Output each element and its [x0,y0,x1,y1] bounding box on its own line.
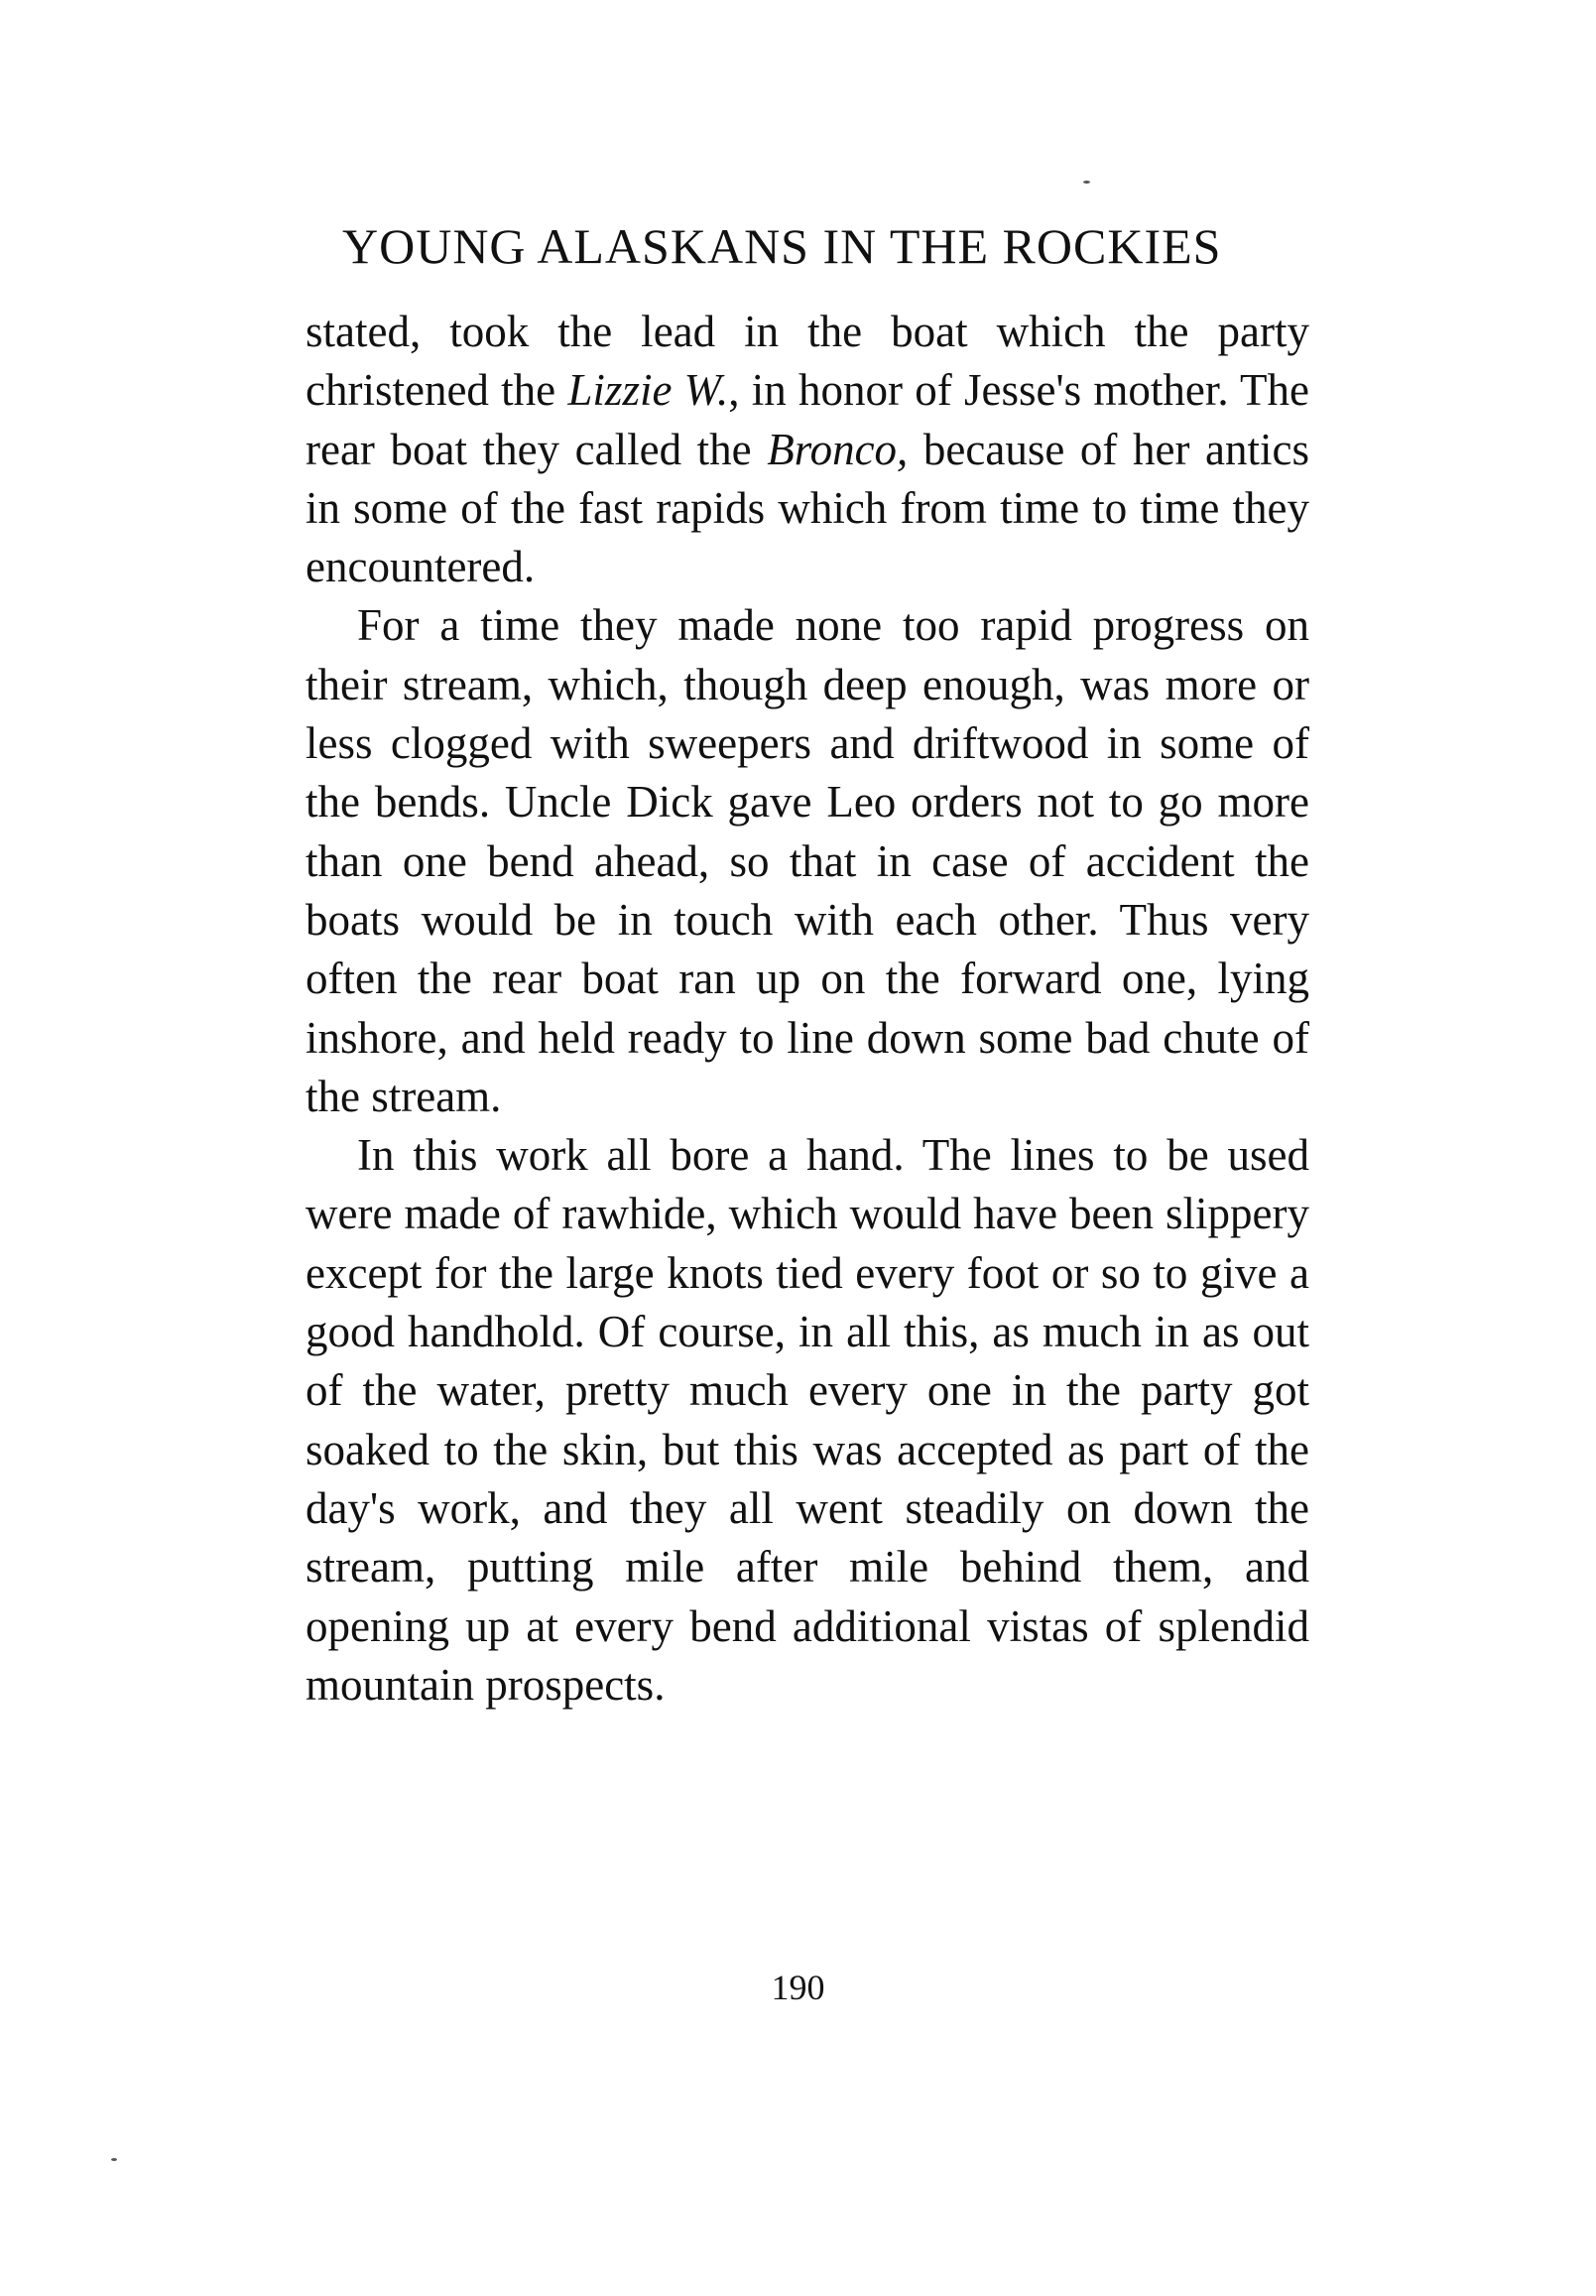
paragraph [306,596,1309,1126]
boat-name-italic: Lizzie W. [567,365,729,416]
text-segment: In this work all bore a hand. The lines to be used were made of rawhide, which would have been slippery except for the large knots tied every foot or so to give a good handhold. Of course, in all this, as much in as out of the water, pretty much every one in the party got soaked to the skin, but this was accepted as part of the day's work, and they all went steadily on down the stream, putting mile after mile behind them, and opening up at every bend additional vistas of splendid mountain prospects. [306,1130,1309,1710]
paragraph [306,1126,1309,1715]
page-number: 190 [771,1968,825,2007]
text-segment: , in honor of Jesse's mother. The rear boat they called the [306,365,1309,474]
ink-speck [111,2158,117,2161]
ink-speck [1083,181,1090,184]
text-segment: For a time they made none too rapid progress on their stream, which, though deep enough, was more or less clogged with sweepers and driftwood in some of the bends. Uncle Dick gave Leo orders not to go more than one bend ahead, so that in case of accident the boats would be in touch with each other. Thus very often the rear boat ran up on the forward one, lying inshore, and held ready to line down some bad chute of the stream. [306,600,1309,1121]
body-text [306,303,1309,1715]
boat-name-italic: Bronco, [767,424,909,474]
text-segment: stated, took the lead in the boat which the party christened the [306,307,1309,416]
running-head: YOUNG ALASKANS IN THE ROCKIES [342,218,1222,274]
text-segment: because of her antics in some of the fast rapids which from time to time they encountered. [306,424,1309,592]
paragraph [306,303,1309,596]
